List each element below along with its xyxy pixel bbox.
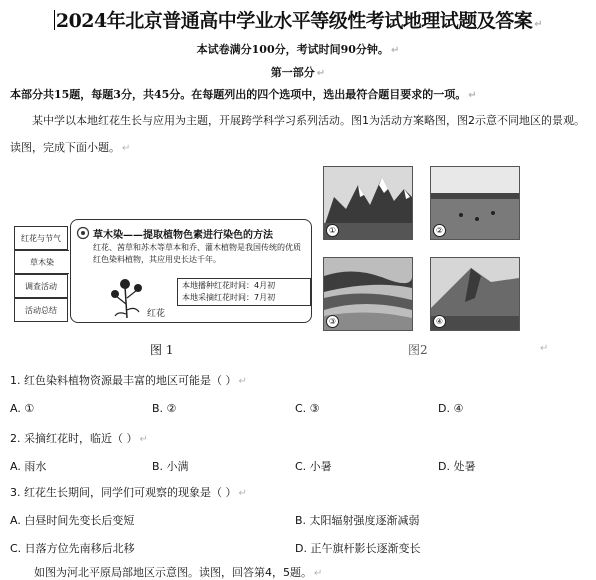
pin-icon <box>76 226 90 240</box>
landscape-photo-1 <box>323 166 413 240</box>
question-2-stem: 2. 采摘红花时，临近（ ） <box>10 432 138 445</box>
paragraph-mark: ↵ <box>316 68 326 79</box>
photo-label-4: ④ <box>433 315 446 328</box>
document-title <box>0 6 596 33</box>
q2-option-a: A. 雨水 <box>10 460 47 473</box>
q3-option-a: A. 白昼时间先变长后变短 <box>10 514 135 527</box>
part-heading <box>0 64 596 80</box>
tab-red-flower-solar-terms: 红花与节气 <box>14 226 68 250</box>
photo-label-2: ② <box>433 224 446 237</box>
paragraph-mark: ↵ <box>238 376 247 387</box>
paragraph-mark: ↵ <box>390 45 400 56</box>
paragraph-mark: ↵ <box>534 19 543 30</box>
question-1-stem: 1. 红色染料植物资源最丰富的地区可能是（ ） <box>10 374 237 387</box>
tab-activity-summary: 活动总结 <box>14 298 68 322</box>
paragraph-mark: ↵ <box>468 90 477 101</box>
figure-1-activity-plan <box>14 216 316 326</box>
q1-option-c: C. ③ <box>295 402 320 415</box>
q2-option-d: D. 处暑 <box>438 460 476 473</box>
paragraph-mark: ↵ <box>139 434 148 445</box>
landscape-photo-2 <box>430 166 520 240</box>
paragraph-mark: ↵ <box>122 143 131 154</box>
q1-option-d: D. ④ <box>438 402 464 415</box>
q3-option-d: D. 正午旗杆影长逐渐变长 <box>295 542 421 555</box>
context-paragraph <box>10 107 586 162</box>
text-cursor <box>54 10 55 30</box>
title-text: 2024年北京普通高中学业水平等级性考试地理试题及答案 <box>55 10 533 32</box>
dyeing-method-heading: 草木染——提取植物色素进行染色的方法 <box>93 230 273 241</box>
tab-survey-activity: 调查活动 <box>14 274 68 298</box>
landscape-photo-4 <box>430 257 520 331</box>
q1-option-b: B. ② <box>152 402 177 415</box>
photo-label-3: ③ <box>326 315 339 328</box>
meta-text: 本试卷满分100分，考试时间90分钟。 <box>196 43 389 56</box>
harvest-date: 本地采摘红花时间：7月初 <box>182 293 276 302</box>
question-2 <box>10 430 148 446</box>
question-1 <box>10 372 247 388</box>
planting-dates-box <box>177 278 311 306</box>
question-3 <box>10 484 247 500</box>
paragraph-text: 某中学以本地红花生长与应用为主题，开展跨学科学习系列活动。图1为活动方案略图，图2示意不同地区的景观。读图，完成下面小题。 <box>10 114 585 154</box>
section-intro <box>10 86 477 102</box>
q1-option-a: A. ① <box>10 402 35 415</box>
q2-option-c: C. 小暑 <box>295 460 332 473</box>
figure-1-caption: 图 1 <box>150 343 174 357</box>
safflower-illustration <box>107 276 167 320</box>
plan-detail-panel <box>70 219 312 323</box>
q3-option-c: C. 日落方位先南移后北移 <box>10 542 135 555</box>
question-3-stem: 3. 红花生长期间，同学们可观察的现象是（ ） <box>10 486 237 499</box>
paragraph-mark: ↵ <box>238 488 247 499</box>
footer-text: 如图为河北平原局部地区示意图。读图，回答第4，5题。 <box>34 566 312 579</box>
part-text: 第一部分 <box>270 66 315 79</box>
paragraph-mark: ↵ <box>540 343 549 354</box>
intro-text: 本部分共15题，每题3分，共45分。在每题列出的四个选项中，选出最符合题目要求的一项。 <box>10 88 467 101</box>
photo-label-1: ① <box>326 224 339 237</box>
q3-option-b: B. 太阳辐射强度逐渐减弱 <box>295 514 420 527</box>
safflower-label: 红花 <box>147 309 166 319</box>
exam-meta <box>0 41 596 57</box>
next-section-intro <box>34 564 322 580</box>
tab-plant-dyeing: 草木染 <box>14 250 69 274</box>
figure-2-caption: 图2 <box>408 343 428 357</box>
dyeing-description: 红花、茜草和苏木等草本和乔、灌木植物是我国传统的优质红色染料植物，其应用史长达千年。 <box>93 243 301 264</box>
paragraph-mark: ↵ <box>314 568 323 579</box>
landscape-photo-3 <box>323 257 413 331</box>
q2-option-b: B. 小满 <box>152 460 189 473</box>
sowing-date: 本地播种红花时间：4月初 <box>182 281 276 290</box>
